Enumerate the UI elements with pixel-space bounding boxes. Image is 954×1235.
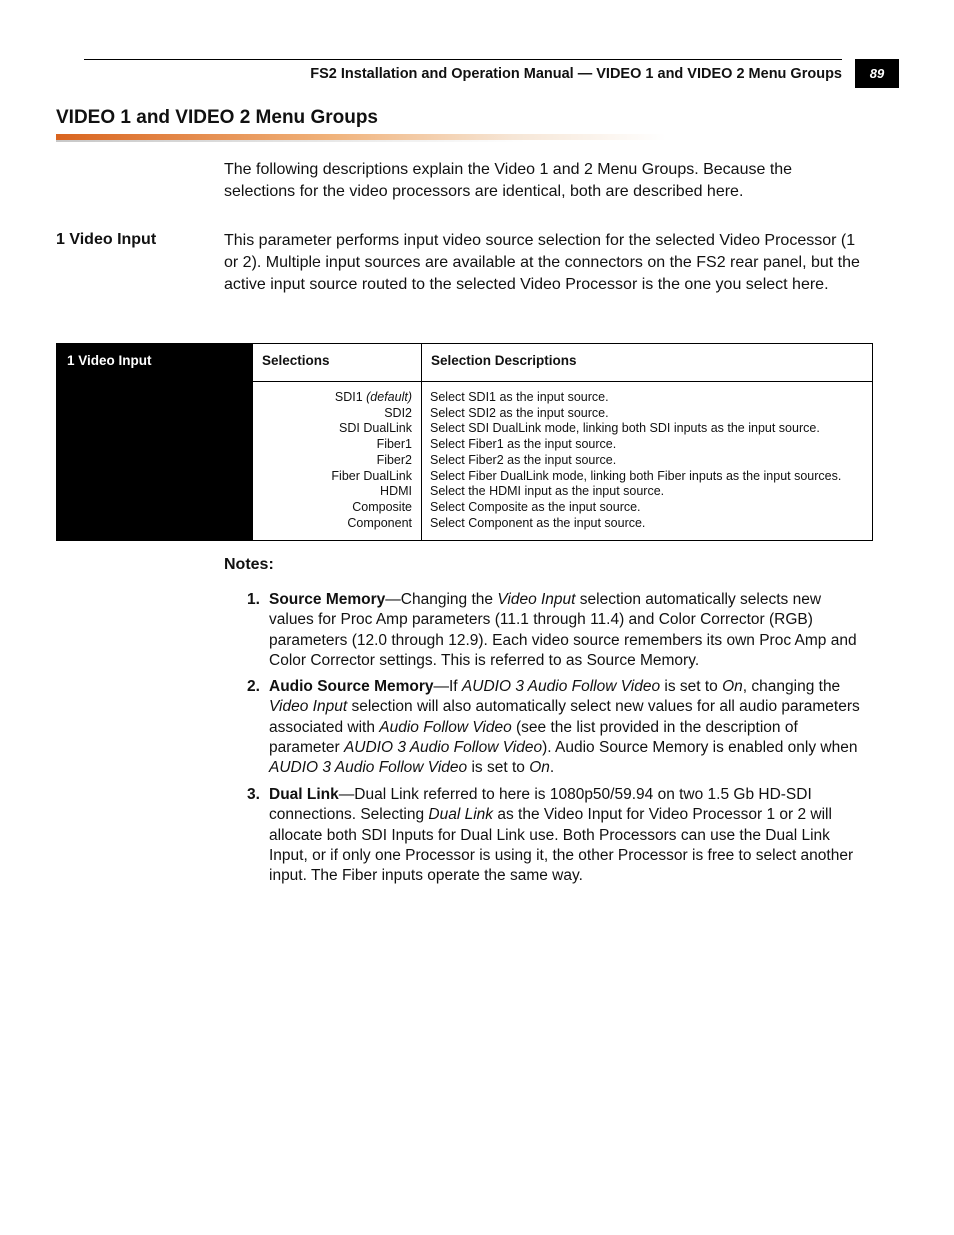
title-underline-shadow	[56, 140, 526, 142]
selection-item: SDI1 (default)	[334, 390, 412, 404]
selections-column	[253, 382, 422, 540]
section-title: VIDEO 1 and VIDEO 2 Menu Groups	[56, 107, 378, 128]
description-item: Select the HDMI input as the input source.	[430, 484, 665, 499]
description-item: Select SDI1 as the input source.	[430, 390, 609, 404]
intro-paragraph: The following descriptions explain the Video 1 and 2 Menu Groups. Because the selections for the video processors are identical, both are described here.	[224, 161, 793, 200]
parameter-label: 1 Video Input	[56, 231, 157, 248]
selection-item: Component	[347, 515, 412, 530]
description-item: Select Fiber2 as the input source.	[430, 452, 617, 467]
selection-item: Fiber1	[376, 437, 412, 452]
default-marker: (default)	[366, 390, 412, 404]
selection-item: SDI2	[384, 405, 412, 420]
note-title: Source Memory	[269, 591, 386, 608]
selection-item: SDI DualLink	[339, 421, 412, 436]
parameter-description: This parameter performs input video source selection for the selected Video Processor (1 or 2). Multiple input sources are available at the connectors on the FS2 rear panel, but the active input source routed to the selected Video Processor is the one you select here.	[224, 232, 860, 293]
note-item: 2. Audio Source Memory—If AUDIO 3 Audio Follow Video is set to On, changing the Video Input selection will also automatically select new values for all audio parameters associated with Audio Follow Video (see the list provided in the description of parameter AUDIO 3 Audio Follow Video). Audio Source Memory is enabled only when AUDIO 3 Audio Follow Video is set to On.	[247, 678, 860, 777]
selection-item: Fiber2	[376, 452, 412, 467]
note-item: 1. Source Memory—Changing the Video Input selection automatically selects new values for Proc Amp parameters (11.1 through 11.4) and Color Corrector (RGB) parameters (12.0 through 12.9). Each video source remembers its own Proc Amp and Color Corrector settings. This is referred to as Source Memory.	[247, 591, 857, 669]
description-item: Select SDI DualLink mode, linking both SDI inputs as the input source.	[430, 421, 820, 436]
description-list	[430, 390, 841, 531]
notes-heading: Notes:	[224, 556, 274, 573]
table-title: 1 Video Input	[67, 353, 152, 368]
note-number: 2.	[247, 678, 260, 695]
selections-table	[56, 343, 873, 541]
note-item: 3. Dual Link—Dual Link referred to here is 1080p50/59.94 on two 1.5 Gb HD-SDI connections. Selecting Dual Link as the Video Input for Video Processor 1 or 2 will allocate both SDI Inputs for Dual Link use. Both Processors can use the Dual Link Input, or if only one Processor is using it, the other Processor is free to select another input. The Fiber inputs operate the same way.	[247, 786, 854, 885]
header-rule	[84, 59, 842, 60]
note-title: Dual Link	[269, 786, 339, 803]
note-number: 3.	[247, 786, 260, 803]
selection-item: Composite	[352, 499, 412, 514]
selections-header-cell	[253, 344, 422, 382]
description-item: Select Fiber DualLink mode, linking both Fiber inputs as the input sources.	[430, 468, 842, 483]
page-number: 89	[855, 59, 899, 88]
selection-list	[331, 390, 412, 531]
table-title-cell	[57, 344, 253, 540]
header-title: FS2 Installation and Operation Manual — VIDEO 1 and VIDEO 2 Menu Groups	[310, 66, 842, 82]
selection-item: HDMI	[380, 484, 412, 499]
selection-item: Fiber DualLink	[331, 468, 412, 483]
description-item: Select Component as the input source.	[430, 515, 646, 530]
descriptions-column	[422, 382, 872, 540]
descriptions-header: Selection Descriptions	[431, 353, 577, 368]
description-item: Select SDI2 as the input source.	[430, 405, 609, 420]
selections-header: Selections	[262, 353, 330, 368]
description-item: Select Composite as the input source.	[430, 499, 641, 514]
description-item: Select Fiber1 as the input source.	[430, 437, 617, 452]
descriptions-header-cell	[422, 344, 872, 382]
note-number: 1.	[247, 591, 260, 608]
note-title: Audio Source Memory	[269, 678, 434, 695]
